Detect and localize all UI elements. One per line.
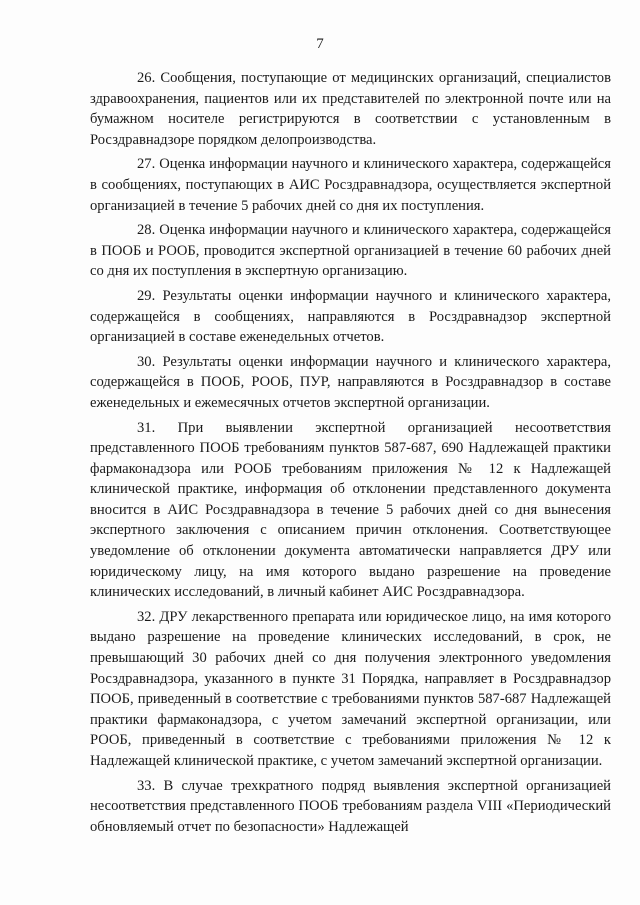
paragraph-30: 30. Результаты оценки информации научного и клинического характера, содержащейся в ПООБ, РООБ, ПУР, направляются в Росздравнадзор в составе еженедельных и ежемесячных отчетов экспертной организации. [90, 353, 611, 411]
paragraph-26: 26. Сообщения, поступающие от медицинских организаций, специалистов здравоохранения, пациентов или их представителей по электронной почте или на бумажном носителе регистрируются в соответствии с установленным в Росздравнадзоре порядком делопроизводства. [90, 70, 611, 148]
paragraph-31: 31. При выявлении экспертной организацией несоответствия представленного ПООБ требованиям пунктов 587-687, 690 Надлежащей практики фармаконадзора или РООБ требованиям приложения № 12 к Надлежащей клинической практике, информация об отклонении представленного документа вносится в АИС Росздравнадзора в течение 5 рабочих дней со дня вынесения экспертного заключения с описанием причин отклонения. Соответствующее уведомление об отклонении документа автоматически направляется ДРУ или юридическому лицу, на имя которого выдано разрешение на проведение клинических исследований, в личный кабинет АИС Росздравнадзора. [90, 419, 611, 601]
page-number: 7 [316, 36, 324, 52]
paragraph-27: 27. Оценка информации научного и клинического характера, содержащейся в сообщениях, поступающих в АИС Росздравнадзора, осуществляется экспертной организацией в течение 5 рабочих дней со дня их поступления. [90, 156, 611, 214]
paragraph-29: 29. Результаты оценки информации научного и клинического характера, содержащейся в сообщениях, направляются в Росздравнадзор экспертной организацией в составе еженедельных отчетов. [90, 287, 611, 346]
paragraph-28: 28. Оценка информации научного и клинического характера, содержащейся в ПООБ и РООБ, проводится экспертной организацией в течение 60 рабочих дней со дня их поступления в экспертную организацию. [90, 222, 611, 280]
paragraph-33: 33. В случае трехкратного подряд выявления экспертной организацией несоответствия представленного ПООБ требованиям раздела VIII «Периодический обновляемый отчет по безопасности» Надлежащей [90, 777, 611, 835]
paragraph-32: 32. ДРУ лекарственного препарата или юридическое лицо, на имя которого выдано разрешение на проведение клинических исследований, в срок, не превышающий 30 рабочих дней со дня получения электронного уведомления Росздравнадзора, указанного в пункте 31 Порядка, направляет в Росздравнадзор ПООБ, приведенный в соответствие с требованиями пунктов 587-687 Надлежащей практики фармаконадзора, с учетом замечаний экспертной организации, или РООБ, приведенный в соответствие с требованиями приложения № 12 к Надлежащей клинической практике, с учетом замечаний экспертной организации. [90, 608, 611, 769]
document-body [90, 68, 611, 837]
